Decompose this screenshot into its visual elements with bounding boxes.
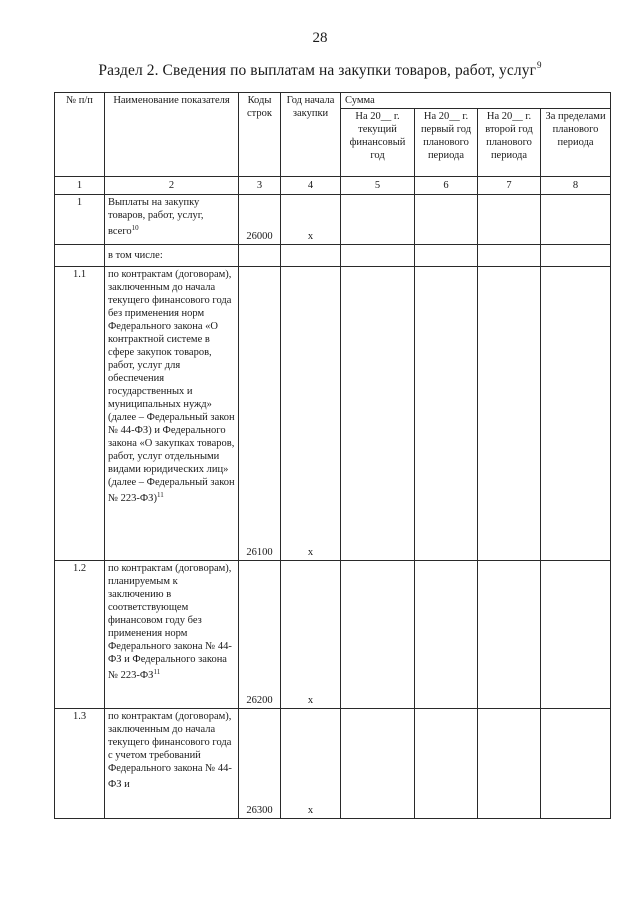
column-number: 2 bbox=[105, 177, 239, 195]
table-row bbox=[55, 267, 611, 561]
row-code: 26100 bbox=[239, 267, 281, 561]
sum-cell bbox=[478, 709, 541, 819]
row-name-text: по контрактам (договорам), заключенным до начала текущего финансового года с учетом требований Федерального закона № 44-ФЗ и bbox=[108, 711, 232, 790]
row-year: x bbox=[281, 709, 341, 819]
row-number: 1 bbox=[55, 195, 105, 245]
page-number: 28 bbox=[312, 30, 328, 46]
header-name: Наименование показателя bbox=[105, 93, 239, 177]
column-number: 8 bbox=[541, 177, 611, 195]
column-number: 5 bbox=[341, 177, 415, 195]
header-sum-first-plan-year: На 20__ г. первый год планового периода bbox=[415, 109, 478, 177]
sum-cell bbox=[341, 267, 415, 561]
sum-cell bbox=[415, 267, 478, 561]
row-name: в том числе: bbox=[105, 245, 239, 267]
row-year: x bbox=[281, 195, 341, 245]
row-year: x bbox=[281, 561, 341, 709]
row-code bbox=[239, 245, 281, 267]
header-sum: Сумма bbox=[341, 93, 611, 109]
row-footnote: 11 bbox=[153, 668, 161, 676]
sum-cell bbox=[341, 709, 415, 819]
sum-cell bbox=[478, 561, 541, 709]
column-number: 6 bbox=[415, 177, 478, 195]
row-name-text: по контрактам (договорам), планируемым к заключению в соответствующем финансовом году без применения норм Федерального закона № 44-ФЗ и Федерального закона № 223-ФЗ bbox=[108, 563, 232, 681]
row-name-text: Выплаты на закупку товаров, работ, услуг, всего bbox=[108, 197, 204, 237]
column-number: 4 bbox=[281, 177, 341, 195]
sum-cell bbox=[541, 245, 611, 267]
header-code: Коды строк bbox=[239, 93, 281, 177]
header-sum-beyond-plan: За пределами планового периода bbox=[541, 109, 611, 177]
row-number: 1.1 bbox=[55, 267, 105, 561]
column-number: 7 bbox=[478, 177, 541, 195]
row-footnote: 11 bbox=[156, 491, 164, 499]
header-sum-current-year: На 20__ г. текущий финансовый год bbox=[341, 109, 415, 177]
row-year bbox=[281, 245, 341, 267]
sum-cell bbox=[341, 195, 415, 245]
header-row-top bbox=[55, 93, 611, 109]
row-footnote: 10 bbox=[131, 224, 139, 232]
sum-cell bbox=[478, 267, 541, 561]
payments-table bbox=[54, 92, 611, 819]
row-code: 26300 bbox=[239, 709, 281, 819]
row-year: x bbox=[281, 267, 341, 561]
row-code: 26000 bbox=[239, 195, 281, 245]
row-name bbox=[105, 561, 239, 709]
row-number: 1.3 bbox=[55, 709, 105, 819]
sum-cell bbox=[415, 195, 478, 245]
section-title-text: Раздел 2. Сведения по выплатам на закупки товаров, работ, услуг bbox=[98, 62, 537, 79]
row-code: 26200 bbox=[239, 561, 281, 709]
column-numbers-row bbox=[55, 177, 611, 195]
sum-cell bbox=[415, 561, 478, 709]
column-number: 1 bbox=[55, 177, 105, 195]
table-row bbox=[55, 245, 611, 267]
sum-cell bbox=[541, 561, 611, 709]
sum-cell bbox=[415, 709, 478, 819]
row-name bbox=[105, 267, 239, 561]
table-row bbox=[55, 709, 611, 819]
column-number: 3 bbox=[239, 177, 281, 195]
header-sum-second-plan-year: На 20__ г. второй год планового периода bbox=[478, 109, 541, 177]
section-title bbox=[0, 60, 640, 80]
header-num: № п/п bbox=[55, 93, 105, 177]
header-year: Год начала закупки bbox=[281, 93, 341, 177]
row-name-text: по контрактам (договорам), заключенным до начала текущего финансового года без применения норм Федерального закона «О контрактной системе в сфере закупок товаров, работ, услуг для обеспечения государственных и муниципальных нужд» (далее – Федеральный закон № 44-ФЗ) и Федерального закона «О закупках товаров, работ, услуг отдельными видами юридических лиц» (далее – Федеральный закон № 223-ФЗ) bbox=[108, 269, 235, 504]
table-row bbox=[55, 561, 611, 709]
row-name bbox=[105, 709, 239, 819]
sum-cell bbox=[541, 195, 611, 245]
sum-cell bbox=[478, 195, 541, 245]
row-number bbox=[55, 245, 105, 267]
title-footnote: 9 bbox=[537, 60, 542, 70]
sum-cell bbox=[541, 709, 611, 819]
row-number: 1.2 bbox=[55, 561, 105, 709]
sum-cell bbox=[341, 561, 415, 709]
table-row bbox=[55, 195, 611, 245]
sum-cell bbox=[541, 267, 611, 561]
sum-cell bbox=[478, 245, 541, 267]
sum-cell bbox=[341, 245, 415, 267]
row-name bbox=[105, 195, 239, 245]
sum-cell bbox=[415, 245, 478, 267]
